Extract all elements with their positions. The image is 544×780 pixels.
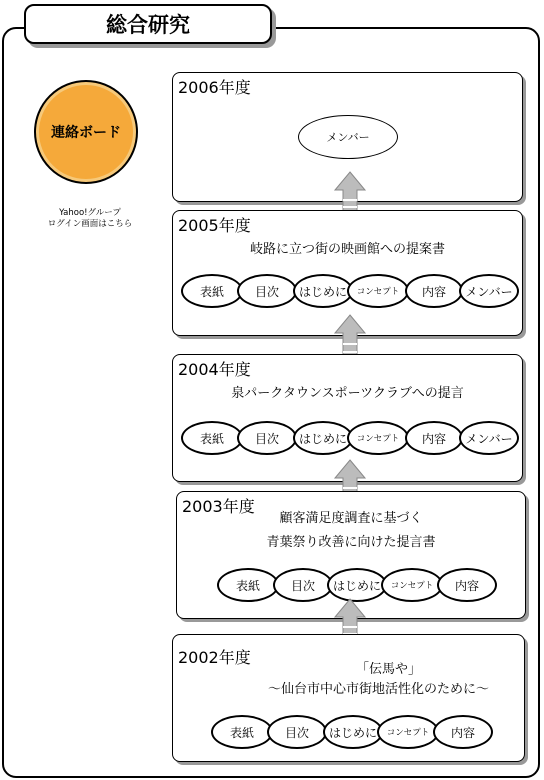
year-label: 2003年度 <box>182 497 255 516</box>
content-link[interactable]: 内容 <box>433 715 493 749</box>
yahoo-link-line-1: Yahoo!グループ <box>59 208 121 218</box>
panel-title-line-2: 青葉祭り改善に向けた提言書 <box>266 535 436 550</box>
toc-link[interactable]: 目次 <box>273 568 333 602</box>
member-link[interactable]: メンバー <box>459 421 519 455</box>
contact-board-button[interactable]: 連絡ボード <box>34 80 138 184</box>
panel-title: 岐路に立つ街の映画館への提案書 <box>249 242 445 257</box>
cover-link[interactable]: 表紙 <box>181 421 243 455</box>
content-link[interactable]: 内容 <box>405 274 463 308</box>
year-label: 2004年度 <box>178 360 251 379</box>
panel-title-line-2: ～仙台市中心市街地活性化のために～ <box>267 682 489 697</box>
concept-link[interactable]: コンセプト <box>347 421 409 455</box>
concept-link[interactable]: コンセプト <box>377 715 439 749</box>
member-link[interactable]: メンバー <box>459 274 519 308</box>
year-panel-2002 <box>172 634 525 762</box>
panel-title-line-1: 「伝馬や」 <box>355 662 421 677</box>
toc-link[interactable]: 目次 <box>237 274 297 308</box>
yahoo-group-login-link[interactable] <box>30 208 150 230</box>
yahoo-link-line-2: ログイン画面はこちら <box>47 219 133 229</box>
intro-link[interactable]: はじめに <box>327 568 387 602</box>
intro-link[interactable]: はじめに <box>293 421 353 455</box>
page-title: 総合研究 <box>24 4 272 44</box>
cover-link[interactable]: 表紙 <box>211 715 273 749</box>
year-label: 2002年度 <box>178 648 251 667</box>
cover-link[interactable]: 表紙 <box>181 274 243 308</box>
content-link[interactable]: 内容 <box>405 421 463 455</box>
toc-link[interactable]: 目次 <box>267 715 327 749</box>
intro-link[interactable]: はじめに <box>293 274 353 308</box>
panel-title-line-1: 顧客満足度調査に基づく <box>279 511 423 526</box>
concept-link[interactable]: コンセプト <box>347 274 409 308</box>
year-label: 2006年度 <box>178 78 251 97</box>
toc-link[interactable]: 目次 <box>237 421 297 455</box>
concept-link[interactable]: コンセプト <box>381 568 443 602</box>
member-link[interactable]: メンバー <box>298 115 398 159</box>
panel-title: 泉パークタウンスポーツクラブへの提言 <box>231 386 464 401</box>
intro-link[interactable]: はじめに <box>323 715 383 749</box>
year-label: 2005年度 <box>178 216 251 235</box>
content-link[interactable]: 内容 <box>437 568 497 602</box>
cover-link[interactable]: 表紙 <box>217 568 279 602</box>
